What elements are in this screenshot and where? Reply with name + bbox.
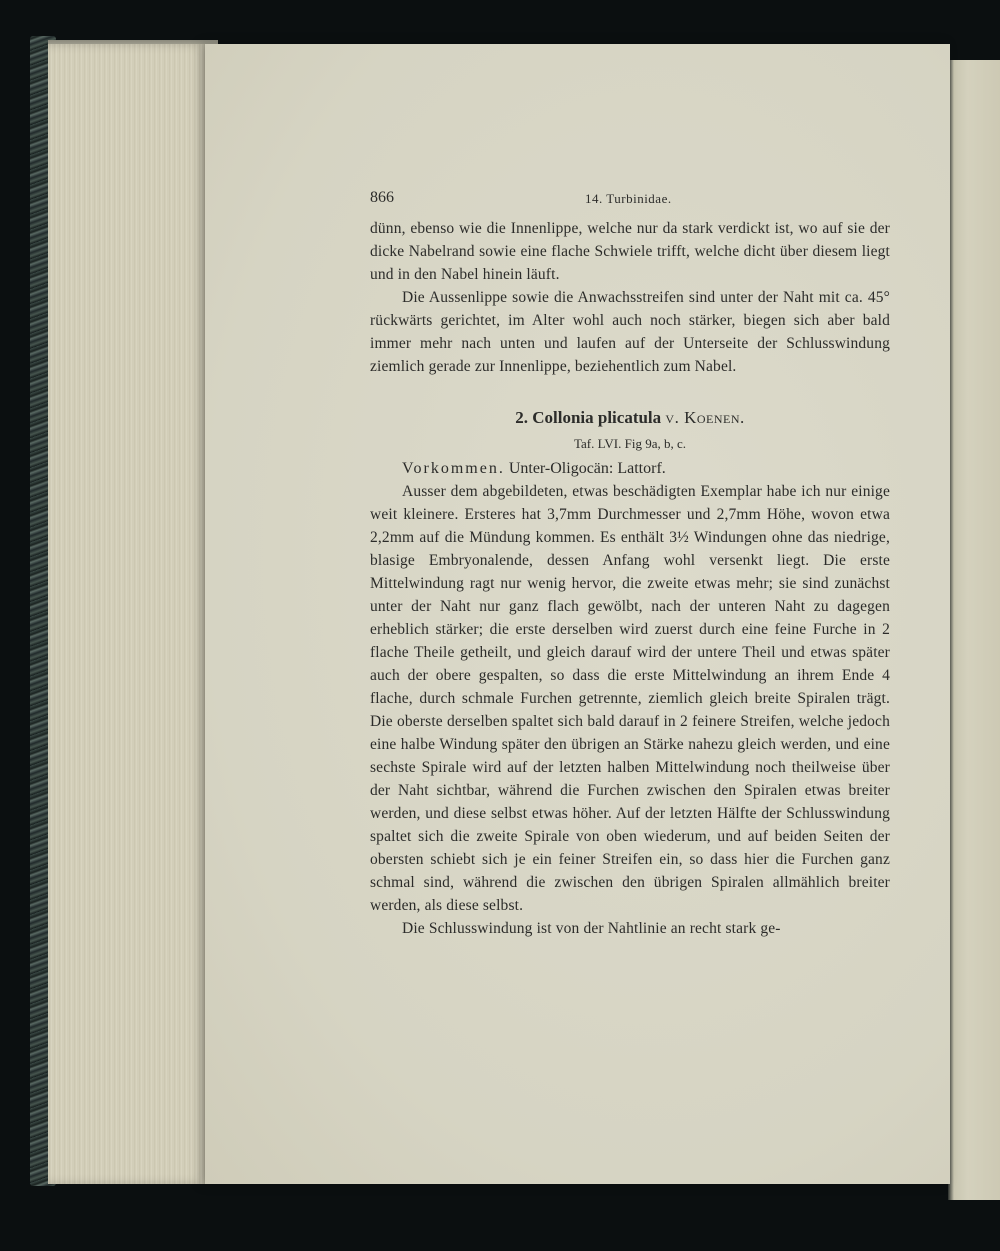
facing-page-edge — [948, 60, 1000, 1200]
species-number: 2. — [515, 408, 528, 427]
running-head: 14. Turbinidae. — [585, 191, 672, 206]
species-heading — [370, 406, 890, 430]
paragraph-outer-lip: Die Aussenlippe sowie die Anwachsstreifen sind unter der Naht mit ca. 45° rückwärts gerichtet, im Alter wohl auch noch stärker, biegen sich aber bald immer mehr nach unten und laufen auf der Unterseite der Schlusswindung ziemlich gerade zur Innenlippe, beziehentlich zum Nabel. — [370, 289, 890, 375]
page-header — [370, 189, 890, 217]
book-page — [205, 44, 950, 1184]
plate-reference: Taf. LVI. Fig 9a, b, c. — [574, 436, 686, 451]
page-text-block — [370, 189, 890, 940]
page-stack — [48, 44, 210, 1184]
occurrence-line — [370, 457, 890, 480]
page-number: 866 — [370, 189, 394, 206]
species-name: Collonia plicatula — [532, 408, 662, 427]
paragraph-final-whorl: Die Schlusswindung ist von der Nahtlinie an recht stark ge- — [402, 920, 781, 937]
paragraph-description: Ausser dem abgebildeten, etwas beschädigten Exemplar habe ich nur einige weit kleinere. Ersteres hat 3,7mm Durchmesser und 2,7mm Höhe, wovon etwa 2,2mm auf die Mündung kommen. Es enthält 3½ Windungen ohne das niedrige, blasige Embryonalende, dessen Anfang wohl versenkt liegt. Die erste Mittelwindung ragt nur wenig hervor, die zweite etwas mehr; sie sind zunächst unter der Naht nur ganz flach gewölbt, nach der unteren Naht zu dagegen erheblich stärker; die erste derselben wird zuerst durch eine feine Furche in 2 flache Theile getheilt, und gleich darauf wird der untere Theil und etwas später auch der obere gespalten, so dass die erste Mittelwindung an ihrem Ende 4 flache, durch schmale Furchen getrennte, ziemlich gleich breite Spiralen trägt. Die oberste derselben spaltet sich bald darauf in 2 feinere Streifen, welche jedoch eine halbe Windung später den übrigen an Stärke nahezu gleich werden, und eine sechste Spirale wird auf der letzten halben Mittelwindung noch theilweise über der Naht sichtbar, während die Furchen zwischen den Spiralen etwas breiter werden, und diese selbst etwas höher. Auf der letzten Hälfte der Schlusswindung spaltet sich die zweite Spirale von oben wiederum, und auf beiden Seiten der obersten schiebt sich je ein feiner Streifen ein, so dass hier die Furchen ganz schmal sind, während die zwischen den übrigen Spiralen allmählich breiter werden, als diese selbst. — [370, 483, 890, 914]
occurrence-label: Vorkommen. — [402, 460, 505, 477]
species-author: v. Koenen. — [665, 408, 745, 427]
occurrence-value: Unter-Oligocän: Lattorf. — [508, 460, 666, 477]
paragraph-continuation: dünn, ebenso wie die Innenlippe, welche nur da stark verdickt ist, wo auf sie der dicke Nabelrand sowie eine flache Schwiele trifft, welche dicht über diesem liegt und in den Nabel hinein läuft. — [370, 220, 890, 283]
